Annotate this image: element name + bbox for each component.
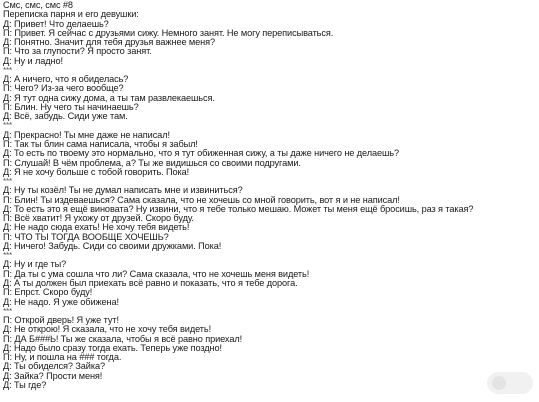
text-line: П: Всё хватит! Я ухожу от друзей. Скоро буду. [3,214,194,224]
separator-line: *** [3,65,13,75]
text-line: П: Слушай! В чём проблема, а? Ты же видишься со своими подругами. [3,158,301,168]
text-line: Д: Ну и где ты? [3,260,67,270]
separator-line: *** [3,306,13,316]
text-line: П: Так ты блин сама написала, чтобы я забыл! [3,139,198,149]
text-line: Д: Не надо. Я уже обижена! [3,297,119,307]
text-line: Д: Ну и ладно! [3,56,63,66]
text-line: П: Что за глупости? Я просто занят. [3,47,152,57]
text-line: П: Привет. Я сейчас с друзьями сижу. Немного занят. Не могу переписываться. [3,28,334,38]
text-line: П: ЧТО ТЫ ТОГДА ВООБЩЕ ХОЧЕШЬ? [3,232,169,242]
text-line: Д: А ничего, что я обиделась? [3,75,129,85]
conversation-text [3,1,536,390]
text-line: П: Открой дверь! Я уже тут! [3,316,119,326]
text-line: Д: То есть по твоему это нормально, что я тут обиженная сижу, а ты даже ничего не делаешь? [3,149,399,159]
text-line: П: Да ты с ума сошла что ли? Сама сказала, что не хочешь меня видеть! [3,269,310,279]
text-line: Д: Ты обиделся? Зайка? [3,362,105,372]
text-line: Д: Я не хочу больше с тобой говорить. Пока! [3,167,190,177]
text-line: Д: Надо было сразу тогда ехать. Теперь уже поздно! [3,343,222,353]
text-line: Д: А ты должен был приехать всё равно и показать, что я тебе дорога. [3,278,298,288]
text-line: Д: Зайка? Прости меня! [3,371,103,381]
text-line: Д: То есть это я ещё виновата? Ну извини, что я тебе только мешаю. Может ты меня ещё бросишь, раз я такая? [3,204,474,214]
separator-line: *** [3,251,13,261]
text-line: Д: Привет! Что делаешь? [3,19,109,29]
text-line: П: Блин! Ты издеваешься? Сама сказала, что не хочешь со мной говорить, вот я и не написал! [3,195,400,205]
text-line: Смс, смс, смс #8 [3,1,73,10]
text-line: П: Блин. Ну чего ты начинаешь? [3,102,139,112]
text-line: Д: Не надо сюда ехать! Не хочу тебя видеть! [3,223,190,233]
text-line: Д: Всё, забудь. Сиди уже там. [3,112,128,122]
text-line: П: Ну, и пошла на ### тогда. [3,353,122,363]
text-line: Д: Ну ты козёл! Ты не думал написать мне и извиниться? [3,186,243,196]
text-line: П: Ёпрст. Скоро буду! [3,288,93,298]
text-line: П: Чего? Из-за чего вообще? [3,84,124,94]
separator-line: *** [3,121,13,131]
text-line: Д: Понятно. Значит для тебя друзья важнее меня? [3,38,215,48]
text-line: Д: Я тут одна сижу дома, а ты там развлекаешься. [3,93,215,103]
text-line: Д: Ничего! Забудь. Сиди со своими дружками. Пока! [3,241,222,251]
text-line: Переписка парня и его девушки: [3,10,139,20]
separator-line: *** [3,177,13,187]
text-line: Д: Прекрасно! Ты мне даже не написал! [3,130,170,140]
text-line: Д: Ты где? [3,380,47,390]
watermark-logo [487,372,533,394]
text-line: П: ДА Б###Ь! Ты же сказала, чтобы я всё равно приехал! [3,334,243,344]
text-line: Д: Не открою! Я сказала, что не хочу тебя видеть! [3,325,212,335]
